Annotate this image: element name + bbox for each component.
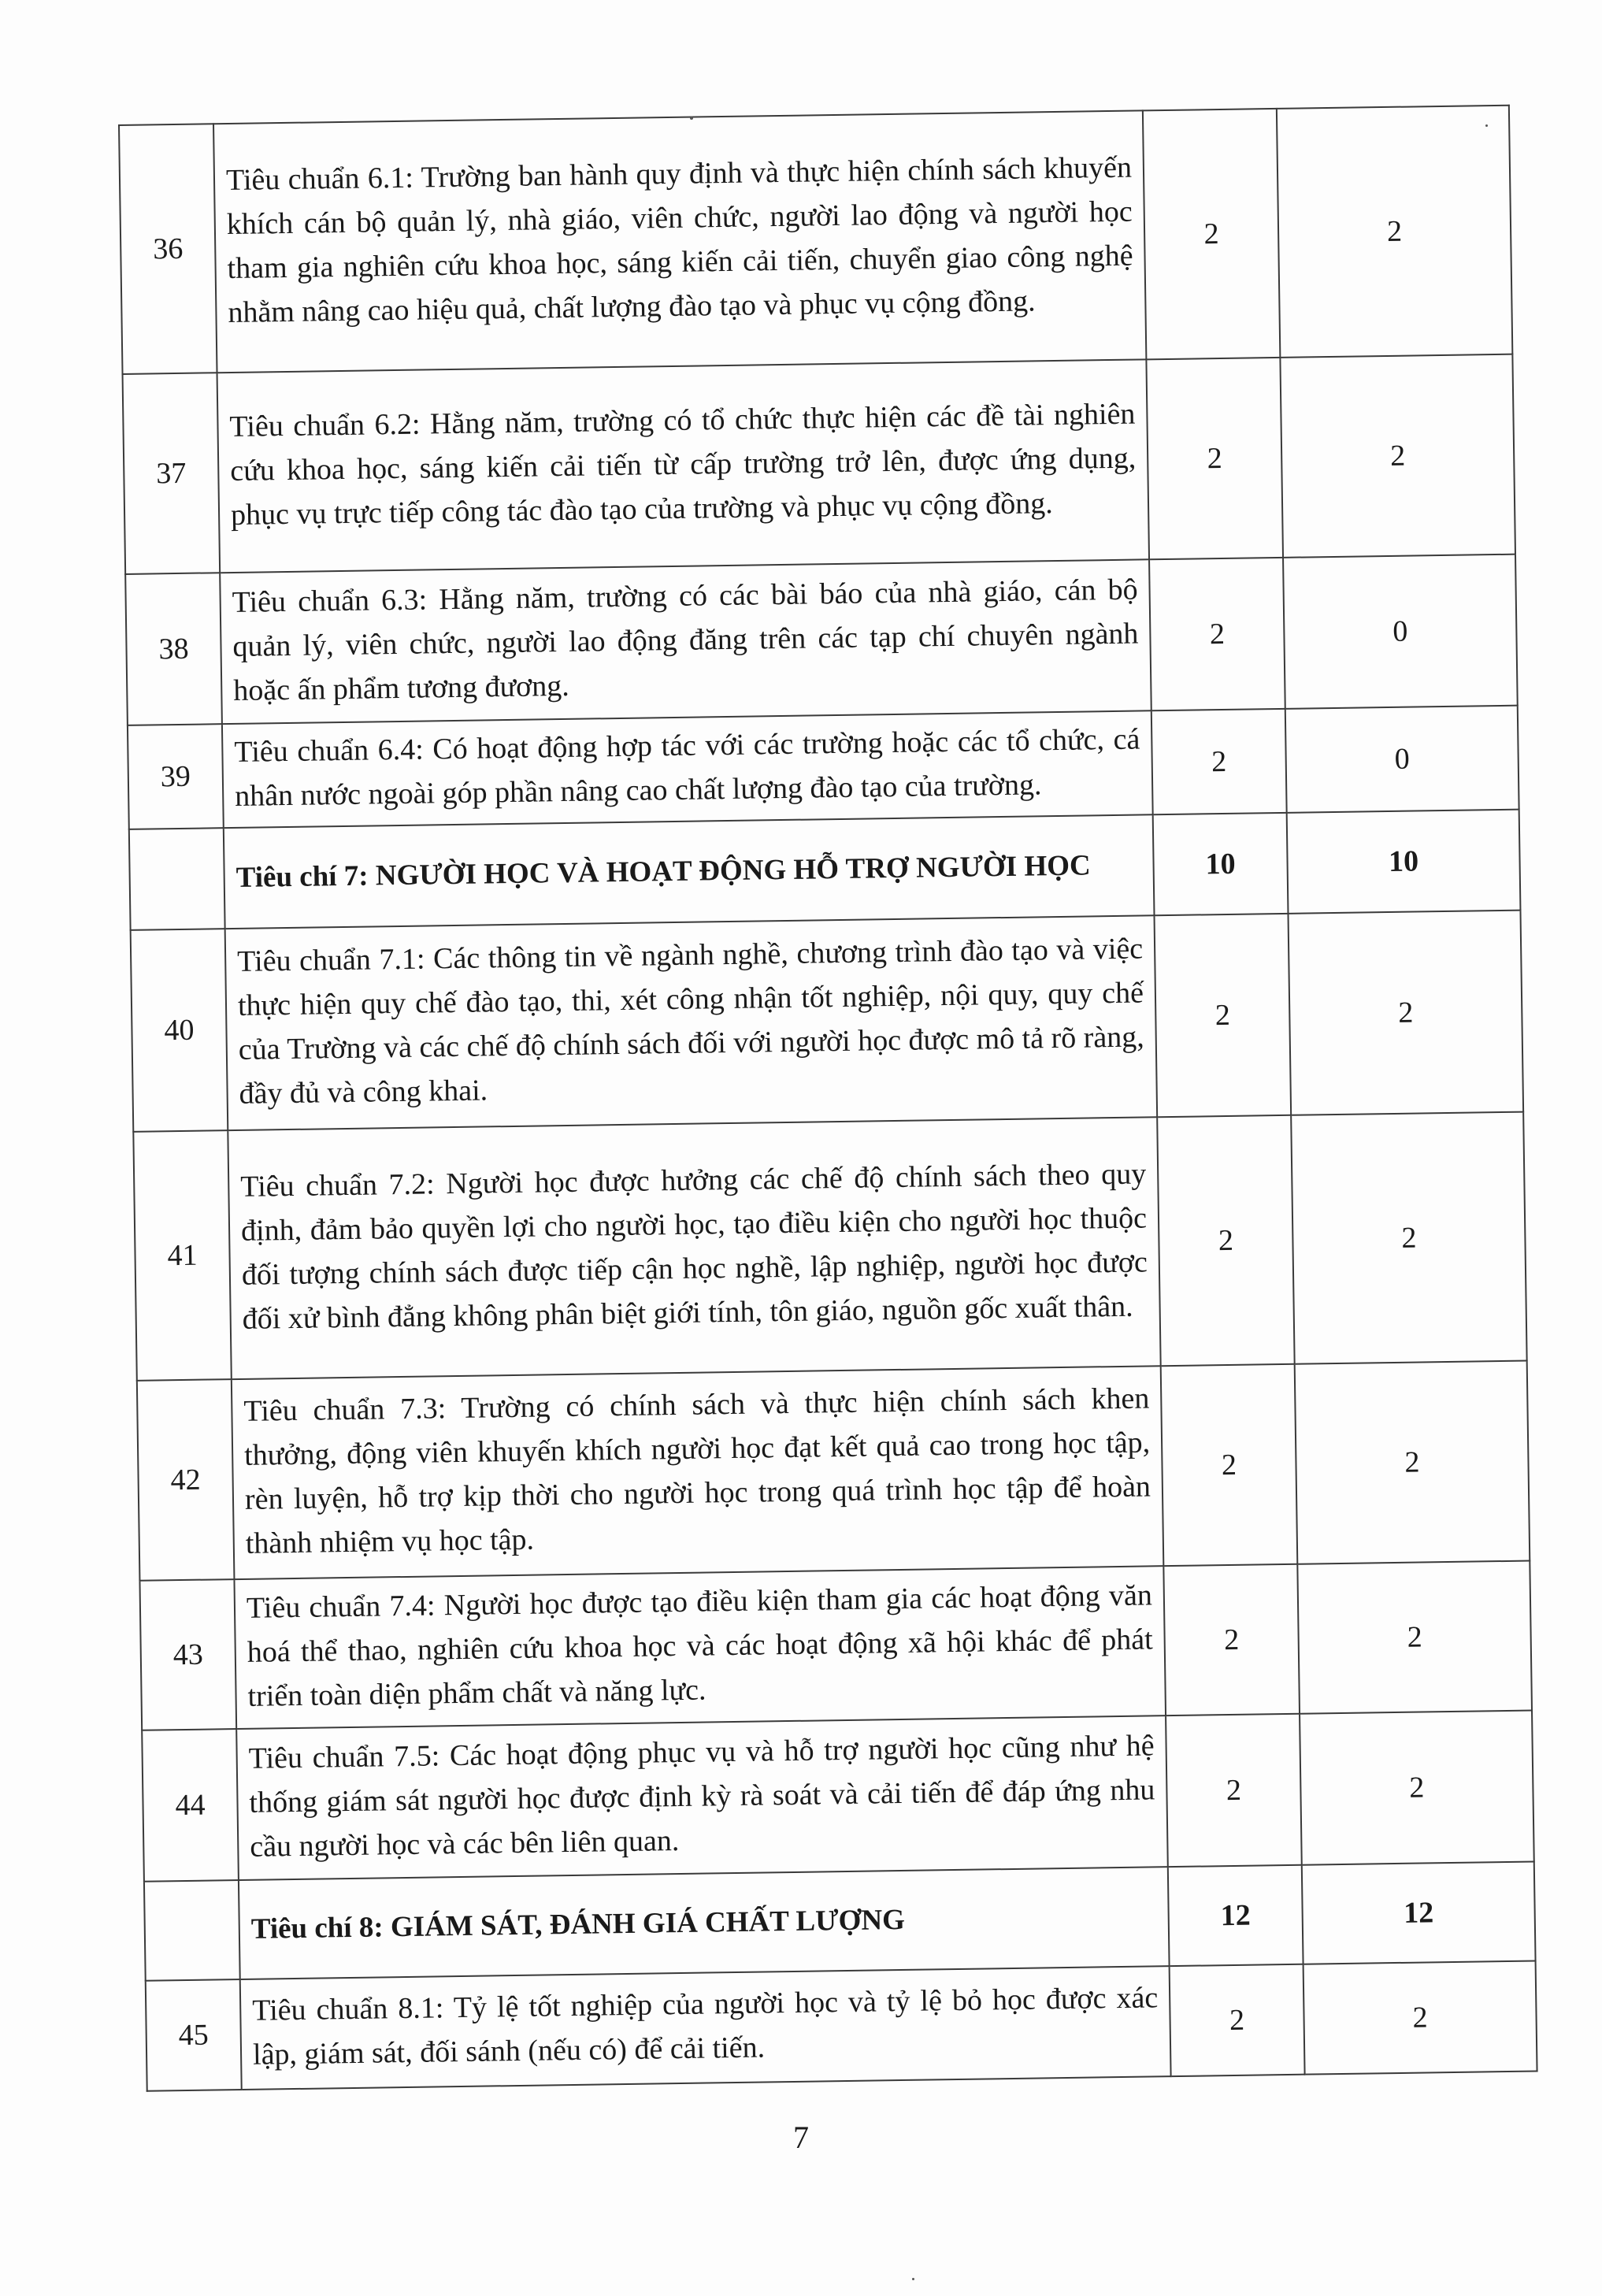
row-number: 37 xyxy=(123,373,221,574)
table-row xyxy=(139,1561,1532,1730)
standard-text: Tiêu chuẩn 7.5: Các hoạt động phục vụ và hỗ trợ người học cũng như hệ thống giám sát người học được định kỳ rà soát và cải tiến để đáp ứng nhu cầu người học và các bên liên quan. xyxy=(236,1716,1168,1880)
score: 2 xyxy=(1295,1361,1530,1564)
max-score: 10 xyxy=(1153,813,1289,915)
max-score: 2 xyxy=(1143,109,1281,359)
criterion-heading: Tiêu chí 8: GIÁM SÁT, ĐÁNH GIÁ CHẤT LƯỢNG xyxy=(239,1867,1170,1979)
row-number: 45 xyxy=(146,1979,242,2091)
standard-text: Tiêu chuẩn 7.1: Các thông tin về ngành nghề, chương trình đào tạo và việc thực hiện quy chế đào tạo, thi, xét công nhận tốt nghiệp, nội quy, quy chế của Trường và các chế độ chính sách đối với người học được mô tả rõ ràng, đầy đủ và công khai. xyxy=(225,915,1158,1130)
standard-text: Tiêu chuẩn 6.2: Hằng năm, trường có tổ chức thực hiện các đề tài nghiên cứu khoa học, sáng kiến cải tiến từ cấp trường trở lên, được ứng dụng, phục vụ trực tiếp công tác đào tạo của trường và phục vụ cộng đồng. xyxy=(217,359,1150,573)
standard-text: Tiêu chuẩn 6.1: Trường ban hành quy định và thực hiện chính sách khuyến khích cán bộ quản lý, nhà giáo, viên chức, người lao động và người học tham gia nghiên cứu khoa học, sáng kiến cải tiến, chuyển giao công nghệ nhằm nâng cao hiệu quả, chất lượng đào tạo và phục vụ cộng đồng. xyxy=(213,110,1146,373)
row-number: 41 xyxy=(133,1130,232,1381)
score: 12 xyxy=(1302,1861,1536,1964)
max-score: 2 xyxy=(1151,709,1287,814)
row-number: 40 xyxy=(131,929,228,1132)
score: 2 xyxy=(1297,1561,1532,1714)
score: 2 xyxy=(1288,911,1523,1115)
scan-speck xyxy=(1485,124,1488,127)
score: 2 xyxy=(1280,354,1515,558)
score: 2 xyxy=(1303,1960,1537,2074)
row-number: 38 xyxy=(125,573,222,725)
table-row xyxy=(128,706,1519,829)
page-number: 7 xyxy=(793,2120,809,2155)
criterion-heading: Tiêu chí 7: NGƯỜI HỌC VÀ HOẠT ĐỘNG HỖ TRỢ NGƯỜI HỌC xyxy=(224,814,1155,929)
table-row xyxy=(146,1960,1537,2090)
score: 2 xyxy=(1291,1112,1526,1364)
row-number xyxy=(144,1880,240,1981)
standard-text: Tiêu chuẩn 7.3: Trường có chính sách và thực hiện chính sách khen thưởng, động viên khuyến khích người học đạt kết quả cao trong học tập, rèn luyện, hỗ trợ kịp thời cho người học trong quá trình học tập để hoàn thành nhiệm vụ học tập. xyxy=(232,1366,1164,1579)
max-score: 2 xyxy=(1146,358,1283,559)
max-score: 2 xyxy=(1170,1964,1305,2076)
scan-speck xyxy=(690,117,693,120)
standard-text: Tiêu chuẩn 8.1: Tỷ lệ tốt nghiệp của người học và tỷ lệ bỏ học được xác lập, giám sát, đối sánh (nếu có) để cải tiến. xyxy=(240,1966,1171,2090)
standard-text: Tiêu chuẩn 7.2: Người học được hưởng các chế độ chính sách theo quy định, đảm bảo quyền lợi cho người học, tạo điều kiện cho người học thuộc đối tượng chính sách được tiếp cận học nghề, lập nghiệp, người học được đối xử bình đẳng không phân biệt giới tính, tôn giáo, nguồn gốc xuất thân. xyxy=(228,1117,1160,1379)
table-row xyxy=(123,354,1515,574)
row-number: 39 xyxy=(128,724,224,829)
standard-text: Tiêu chuẩn 6.3: Hằng năm, trường có các bài báo của nhà giáo, cán bộ quản lý, viên chức, người lao động đăng trên các tạp chí chuyên ngành hoặc ấn phẩm tương đương. xyxy=(220,559,1151,724)
table-row xyxy=(119,106,1512,374)
score: 2 xyxy=(1300,1711,1534,1865)
row-number: 43 xyxy=(139,1579,236,1730)
standard-text: Tiêu chuẩn 7.4: Người học được tạo điều kiện tham gia các hoạt động văn hoá thể thao, nghiên cứu khoa học và các hoạt động xã hội khác để phát triển toàn diện phẩm chất và năng lực. xyxy=(234,1566,1166,1729)
criterion-row xyxy=(129,810,1521,930)
max-score: 2 xyxy=(1149,558,1285,710)
row-number: 36 xyxy=(119,124,217,374)
row-number xyxy=(129,828,225,930)
max-score: 2 xyxy=(1163,1564,1300,1716)
score: 2 xyxy=(1277,106,1512,358)
max-score: 2 xyxy=(1161,1364,1298,1566)
evaluation-table-wrapper xyxy=(118,105,1537,2092)
evaluation-table xyxy=(118,105,1538,2092)
max-score: 2 xyxy=(1157,1115,1295,1366)
table-row xyxy=(133,1112,1526,1381)
max-score: 12 xyxy=(1168,1865,1303,1966)
max-score: 2 xyxy=(1155,914,1292,1117)
table-row xyxy=(125,555,1518,725)
table-row xyxy=(142,1711,1534,1882)
row-number: 42 xyxy=(137,1379,235,1581)
score: 10 xyxy=(1287,810,1521,914)
scan-speck xyxy=(912,2278,914,2280)
max-score: 2 xyxy=(1166,1714,1302,1867)
table-row xyxy=(131,911,1523,1132)
row-number: 44 xyxy=(142,1729,239,1882)
score: 0 xyxy=(1285,706,1519,813)
criterion-row xyxy=(144,1861,1536,1980)
table-row xyxy=(137,1361,1530,1581)
standard-text: Tiêu chuẩn 6.4: Có hoạt động hợp tác với các trường hoặc các tổ chức, cá nhân nước ngoài góp phần nâng cao chất lượng đào tạo của trường. xyxy=(222,710,1153,828)
score: 0 xyxy=(1283,555,1518,709)
